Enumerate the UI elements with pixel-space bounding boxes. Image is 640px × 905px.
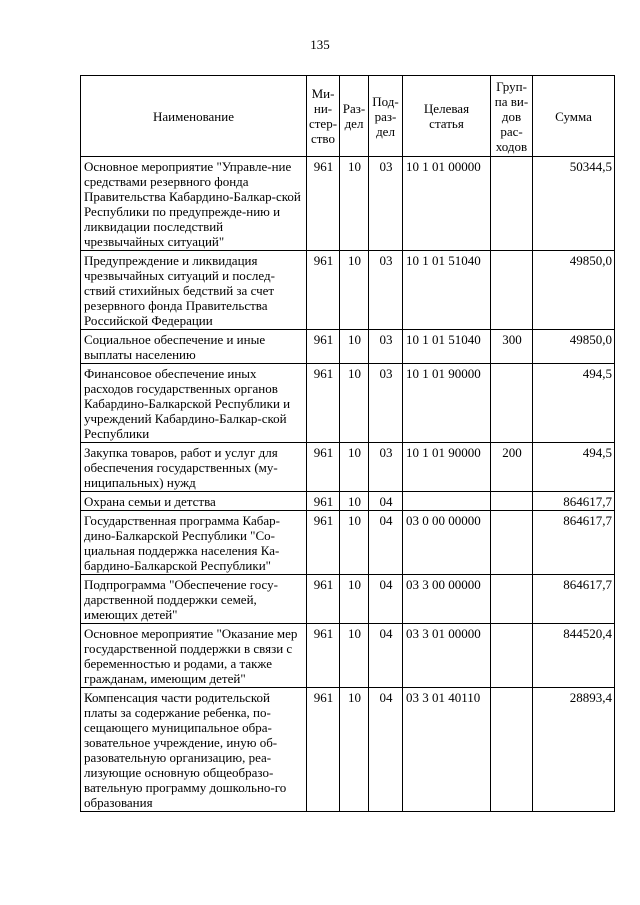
- row-group: [491, 624, 533, 688]
- table-row: [81, 157, 615, 251]
- row-group: 200: [491, 443, 533, 492]
- page-number: 135: [310, 37, 330, 52]
- table-header: [81, 76, 615, 157]
- header-section: Раз- дел: [340, 76, 369, 157]
- row-name: Подпрограмма "Обеспечение госу-дарственной поддержки семей, имеющих детей": [81, 575, 307, 624]
- header-target: Целевая статья: [403, 76, 491, 157]
- row-section: 10: [340, 330, 369, 364]
- row-subsection: 04: [369, 624, 403, 688]
- row-ministry: 961: [307, 443, 340, 492]
- row-section: 10: [340, 575, 369, 624]
- row-group: 300: [491, 330, 533, 364]
- row-subsection: 03: [369, 157, 403, 251]
- table-row: [81, 492, 615, 511]
- row-subsection: 03: [369, 330, 403, 364]
- row-group: [491, 688, 533, 812]
- row-section: 10: [340, 511, 369, 575]
- row-subsection: 04: [369, 688, 403, 812]
- row-subsection: 03: [369, 443, 403, 492]
- row-amount: 28893,4: [533, 688, 615, 812]
- row-amount: 864617,7: [533, 575, 615, 624]
- row-amount: 50344,5: [533, 157, 615, 251]
- header-name: Наименование: [81, 76, 307, 157]
- row-group: [491, 575, 533, 624]
- row-target: 03 0 00 00000: [403, 511, 491, 575]
- row-target: 10 1 01 90000: [403, 364, 491, 443]
- row-ministry: 961: [307, 511, 340, 575]
- row-ministry: 961: [307, 624, 340, 688]
- table-row: [81, 443, 615, 492]
- table-row: [81, 251, 615, 330]
- row-section: 10: [340, 624, 369, 688]
- row-name: Основное мероприятие "Оказание мер государственной поддержки в связи с беременностью и родами, а также гражданам, имеющим детей": [81, 624, 307, 688]
- header-subsection: Под- раз- дел: [369, 76, 403, 157]
- row-ministry: 961: [307, 330, 340, 364]
- row-ministry: 961: [307, 364, 340, 443]
- row-amount: 494,5: [533, 443, 615, 492]
- row-section: 10: [340, 157, 369, 251]
- table-row: [81, 575, 615, 624]
- row-group: [491, 251, 533, 330]
- row-amount: 844520,4: [533, 624, 615, 688]
- header-row: [81, 76, 615, 157]
- row-group: [491, 364, 533, 443]
- table-row: [81, 688, 615, 812]
- row-group: [491, 511, 533, 575]
- table-row: [81, 511, 615, 575]
- row-target: 10 1 01 90000: [403, 443, 491, 492]
- row-amount: 49850,0: [533, 251, 615, 330]
- table-row: [81, 624, 615, 688]
- row-amount: 49850,0: [533, 330, 615, 364]
- row-ministry: 961: [307, 251, 340, 330]
- budget-table: [80, 75, 615, 812]
- row-amount: 864617,7: [533, 511, 615, 575]
- row-ministry: 961: [307, 492, 340, 511]
- row-subsection: 03: [369, 364, 403, 443]
- row-subsection: 04: [369, 492, 403, 511]
- table-row: [81, 330, 615, 364]
- row-section: 10: [340, 443, 369, 492]
- header-amount: Сумма: [533, 76, 615, 157]
- table-body: [81, 157, 615, 812]
- row-section: 10: [340, 251, 369, 330]
- header-ministry: Ми- ни- стер- ство: [307, 76, 340, 157]
- row-target: 03 3 01 00000: [403, 624, 491, 688]
- table-row: [81, 364, 615, 443]
- row-subsection: 04: [369, 575, 403, 624]
- row-subsection: 03: [369, 251, 403, 330]
- row-section: 10: [340, 688, 369, 812]
- row-name: Финансовое обеспечение иных расходов государственных органов Кабардино-Балкарской Республики и учреждений Кабардино-Балкар-ской Республики: [81, 364, 307, 443]
- row-name: Закупка товаров, работ и услуг для обеспечения государственных (му-ниципальных) нужд: [81, 443, 307, 492]
- row-target: [403, 492, 491, 511]
- row-section: 10: [340, 364, 369, 443]
- row-target: 10 1 01 51040: [403, 251, 491, 330]
- row-target: 10 1 01 51040: [403, 330, 491, 364]
- row-amount: 494,5: [533, 364, 615, 443]
- row-name: Государственная программа Кабар-дино-Балкарской Республики "Со-циальная поддержка населения Ка-бардино-Балкарской Республики": [81, 511, 307, 575]
- row-target: 03 3 01 40110: [403, 688, 491, 812]
- row-ministry: 961: [307, 688, 340, 812]
- row-name: Охрана семьи и детства: [81, 492, 307, 511]
- row-ministry: 961: [307, 157, 340, 251]
- row-subsection: 04: [369, 511, 403, 575]
- row-name: Социальное обеспечение и иные выплаты населению: [81, 330, 307, 364]
- row-target: 10 1 01 00000: [403, 157, 491, 251]
- row-name: Предупреждение и ликвидация чрезвычайных ситуаций и послед-ствий стихийных бедствий за счет резервного фонда Правительства Российской Федерации: [81, 251, 307, 330]
- row-target: 03 3 00 00000: [403, 575, 491, 624]
- header-expense-group: Груп- па ви- дов рас- ходов: [491, 76, 533, 157]
- row-group: [491, 157, 533, 251]
- row-group: [491, 492, 533, 511]
- row-amount: 864617,7: [533, 492, 615, 511]
- row-name: Основное мероприятие "Управле-ние средствами резервного фонда Правительства Кабардино-Балкар-ской Республики по предупрежде-нию и ликвидации последствий чрезвычайных ситуаций": [81, 157, 307, 251]
- row-name: Компенсация части родительской платы за содержание ребенка, по-сещающего муниципальное обра-зовательное учреждение, иную об-разовательную организацию, реа-лизующие основную общеобразо-вательную программу дошкольно-го образования: [81, 688, 307, 812]
- row-section: 10: [340, 492, 369, 511]
- row-ministry: 961: [307, 575, 340, 624]
